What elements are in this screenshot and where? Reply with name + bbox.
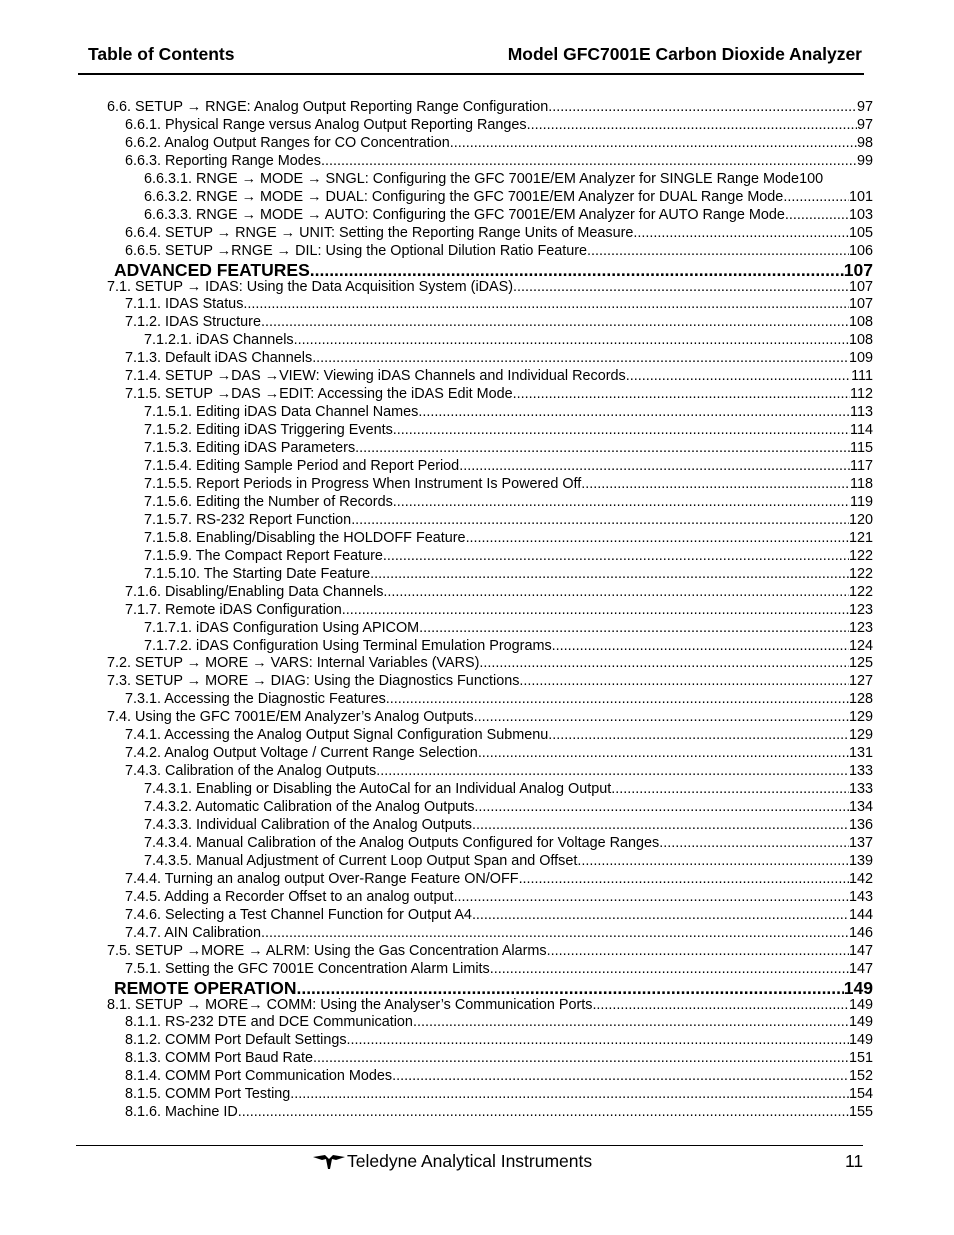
toc-page-number: 118 bbox=[850, 475, 873, 492]
toc-leader bbox=[478, 708, 849, 726]
toc-entry-title: 7.4.4. Turning an analog output Over-Range Feature ON/OFF bbox=[125, 870, 519, 887]
toc-page-number: 133 bbox=[848, 781, 873, 798]
toc-entry[interactable] bbox=[125, 1031, 873, 1049]
toc-entry[interactable] bbox=[144, 331, 873, 349]
toc-entry-title: 7.1.2.1. iDAS Channels bbox=[144, 332, 294, 349]
toc-leader bbox=[261, 924, 849, 942]
footer-company: Teledyne Analytical Instruments bbox=[347, 1151, 593, 1171]
toc-page-number: 154 bbox=[848, 1086, 873, 1103]
toc-entry-title: 7.1.5. SETUP →DAS →EDIT: Accessing the iDAS Edit Mode bbox=[125, 386, 513, 403]
toc-page-number: 106 bbox=[848, 242, 873, 259]
toc-entry[interactable] bbox=[144, 637, 873, 655]
toc-leader bbox=[587, 242, 849, 260]
toc-page-number: 122 bbox=[848, 565, 873, 582]
toc-entry[interactable] bbox=[125, 1085, 873, 1103]
toc-page-number: 107 bbox=[843, 260, 873, 281]
page-header bbox=[88, 44, 862, 68]
toc-page-number: 134 bbox=[848, 799, 873, 816]
toc-entry[interactable] bbox=[125, 224, 873, 242]
toc-page-number: 109 bbox=[848, 350, 873, 367]
toc-entry-title: 7.1.7. Remote iDAS Configuration bbox=[125, 601, 342, 618]
toc-page-number: 129 bbox=[848, 709, 873, 726]
toc-entry[interactable] bbox=[125, 295, 873, 313]
toc-leader bbox=[342, 601, 849, 619]
toc-entry-title: 8.1.1. RS-232 DTE and DCE Communication bbox=[125, 1014, 413, 1031]
toc-entry[interactable] bbox=[144, 188, 873, 206]
toc-entry[interactable] bbox=[107, 278, 873, 296]
toc-page-number: 108 bbox=[848, 332, 873, 349]
toc-page-number: 100 bbox=[799, 170, 824, 187]
toc-page-number: 123 bbox=[848, 601, 873, 618]
toc-page-number: 115 bbox=[850, 440, 873, 457]
header-section-title: Table of Contents bbox=[88, 44, 235, 64]
toc-entry[interactable] bbox=[144, 403, 873, 421]
toc-entry-title: 7.4. Using the GFC 7001E/EM Analyzer’s Analog Outputs. bbox=[107, 709, 478, 726]
toc-leader bbox=[355, 439, 850, 457]
toc-entry[interactable] bbox=[144, 475, 873, 493]
toc-entry[interactable] bbox=[125, 134, 873, 152]
toc-entry-title: 7.1.5.2. Editing iDAS Triggering Events bbox=[144, 422, 393, 439]
toc-entry[interactable] bbox=[144, 780, 873, 798]
toc-page-number: 105 bbox=[848, 224, 873, 241]
toc-leader bbox=[783, 188, 849, 206]
toc-leader bbox=[552, 637, 849, 655]
toc-entry-title: REMOTE OPERATION bbox=[114, 978, 297, 999]
toc-page-number: 127 bbox=[848, 673, 873, 690]
toc-leader bbox=[294, 331, 849, 349]
toc-entry-title: 7.4.3. Calibration of the Analog Outputs bbox=[125, 763, 377, 780]
toc-entry[interactable] bbox=[107, 942, 873, 960]
toc-entry-title: 7.1.5.10. The Starting Date Feature bbox=[144, 565, 371, 582]
toc-leader bbox=[519, 870, 849, 888]
page-footer bbox=[0, 1150, 954, 1176]
toc-entry[interactable] bbox=[144, 547, 873, 565]
toc-entry-title: 7.4.3.4. Manual Calibration of the Analog Outputs Configured for Voltage Ranges bbox=[144, 834, 660, 851]
toc-leader bbox=[592, 996, 849, 1014]
toc-entry[interactable] bbox=[107, 98, 873, 116]
toc-page-number: 146 bbox=[848, 924, 873, 941]
toc-leader bbox=[513, 385, 850, 403]
toc-page-number: 107 bbox=[848, 278, 873, 295]
toc-leader bbox=[290, 1085, 849, 1103]
toc-entry[interactable] bbox=[144, 816, 873, 834]
toc-leader bbox=[413, 1013, 849, 1031]
toc-leader bbox=[581, 475, 850, 493]
toc-entry[interactable] bbox=[144, 852, 873, 870]
toc-entry-title: 7.1.1. IDAS Status bbox=[125, 296, 244, 313]
toc-entry-title: 7.1.7.1. iDAS Configuration Using APICOM bbox=[144, 619, 420, 636]
toc-entry-title: 7.1.3. Default iDAS Channels bbox=[125, 350, 313, 367]
toc-leader bbox=[392, 1067, 849, 1085]
toc-leader bbox=[513, 278, 849, 296]
toc-leader bbox=[238, 1103, 849, 1121]
toc-entry-title: 7.3. SETUP → MORE → DIAG: Using the Diagnostics Functions bbox=[107, 673, 520, 690]
toc-page-number: 103 bbox=[848, 206, 873, 223]
toc-page-number: 149 bbox=[848, 1014, 873, 1031]
toc-page-number: 136 bbox=[848, 817, 873, 833]
toc-entry-title: 7.2. SETUP → MORE → VARS: Internal Variables (VARS) bbox=[107, 655, 480, 672]
toc-entry-title: 7.4.3.3. Individual Calibration of the Analog Outputs bbox=[144, 817, 473, 833]
toc-entry-title: 8.1.4. COMM Port Communication Modes bbox=[125, 1068, 393, 1085]
toc-page-number: 120 bbox=[848, 511, 873, 528]
toc-entry-title: 7.1. SETUP → IDAS: Using the Data Acquisition System (iDAS) bbox=[107, 278, 514, 295]
toc-leader bbox=[466, 529, 849, 547]
toc-page-number: 113 bbox=[850, 404, 873, 421]
toc-entry[interactable] bbox=[107, 996, 873, 1014]
toc-entry-title: 7.1.5.8. Enabling/Disabling the HOLDOFF Feature bbox=[144, 529, 466, 546]
toc-page-number: 131 bbox=[848, 745, 873, 762]
toc-entry[interactable] bbox=[125, 888, 873, 906]
toc-entry[interactable] bbox=[125, 583, 873, 601]
toc-entry-title: 7.1.5.3. Editing iDAS Parameters bbox=[144, 440, 356, 457]
toc-entry-title: 7.1.6. Disabling/Enabling Data Channels bbox=[125, 583, 384, 600]
toc-page-number: 142 bbox=[848, 870, 873, 887]
toc-page-number: 149 bbox=[848, 996, 873, 1013]
toc-entry-title: 7.1.7.2. iDAS Configuration Using Terminal Emulation Programs bbox=[144, 637, 552, 654]
toc-leader bbox=[419, 619, 849, 637]
toc-page-number: 99 bbox=[856, 152, 873, 169]
toc-entry-title: 6.6.5. SETUP →RNGE → DIL: Using the Optional Dilution Ratio Feature bbox=[125, 242, 588, 259]
toc-entry[interactable] bbox=[107, 708, 873, 726]
toc-leader bbox=[321, 152, 857, 170]
toc-entry[interactable] bbox=[125, 690, 873, 708]
teledyne-logo-icon bbox=[312, 1153, 346, 1171]
toc-leader bbox=[519, 672, 849, 690]
toc-entry[interactable] bbox=[125, 116, 873, 134]
toc-entry[interactable] bbox=[125, 960, 873, 978]
toc-entry-title: 7.4.2. Analog Output Voltage / Current Range Selection bbox=[125, 745, 478, 762]
toc-entry-title: 6.6.4. SETUP → RNGE → UNIT: Setting the Reporting Range Units of Measure bbox=[125, 224, 634, 241]
toc-entry-title: 7.1.4. SETUP →DAS →VIEW: Viewing iDAS Channels and Individual Records bbox=[125, 368, 626, 385]
toc-page-number: 144 bbox=[848, 906, 873, 923]
toc-page-number: 119 bbox=[850, 493, 873, 510]
toc-leader bbox=[376, 762, 849, 780]
toc-page-number: 151 bbox=[848, 1050, 873, 1067]
toc-entry-title: 7.4.1. Accessing the Analog Output Signal Configuration Submenu bbox=[125, 727, 549, 744]
toc-page-number: 139 bbox=[848, 852, 873, 869]
footer-divider bbox=[76, 1145, 863, 1146]
toc-entry-title: 7.4.6. Selecting a Test Channel Function for Output A4 bbox=[125, 906, 472, 923]
toc-entry-title: 7.3.1. Accessing the Diagnostic Features bbox=[125, 691, 386, 708]
toc-leader bbox=[459, 457, 850, 475]
toc-entry[interactable] bbox=[144, 439, 873, 457]
toc-entry-title: 7.1.5.5. Report Periods in Progress When Instrument Is Powered Off bbox=[144, 475, 582, 492]
toc-leader bbox=[785, 206, 849, 224]
toc-leader bbox=[383, 583, 849, 601]
toc-entry-title: 7.1.2. IDAS Structure bbox=[125, 314, 261, 331]
toc-entry-title: 7.4.5. Adding a Recorder Offset to an analog output bbox=[125, 888, 454, 905]
toc-page-number: 128 bbox=[848, 691, 873, 708]
toc-page-number: 108 bbox=[848, 314, 873, 331]
toc-page-number: 123 bbox=[848, 619, 873, 636]
toc-entry[interactable] bbox=[125, 385, 873, 403]
toc-leader bbox=[454, 888, 849, 906]
toc-entry-title: 6.6.3.3. RNGE → MODE → AUTO: Configuring the GFC 7001E/EM Analyzer for AUTO Range Mode bbox=[144, 206, 785, 223]
toc-entry-title: 6.6.3.2. RNGE → MODE → DUAL: Configuring the GFC 7001E/EM Analyzer for DUAL Range Mode bbox=[144, 188, 784, 205]
footer-page-number: 11 bbox=[845, 1151, 864, 1171]
toc-entry[interactable] bbox=[125, 1103, 873, 1121]
toc-page-number: 117 bbox=[850, 458, 873, 474]
toc-page-number: 122 bbox=[848, 583, 873, 600]
toc-entry-title: 8.1.5. COMM Port Testing bbox=[125, 1086, 291, 1103]
toc-entry[interactable] bbox=[125, 242, 873, 260]
toc-entry[interactable] bbox=[125, 313, 873, 331]
toc-entry-title: 7.1.5.4. Editing Sample Period and Report Period bbox=[144, 458, 460, 474]
toc-entry-title: 7.4.3.1. Enabling or Disabling the AutoCal for an Individual Analog Output bbox=[144, 781, 612, 798]
toc-page-number: 143 bbox=[848, 888, 873, 905]
toc-page-number: 149 bbox=[843, 978, 873, 999]
toc-page-number: 155 bbox=[848, 1104, 873, 1121]
toc-entry[interactable] bbox=[144, 619, 873, 637]
toc-leader bbox=[548, 98, 857, 116]
toc-entry[interactable] bbox=[125, 349, 873, 367]
toc-entry-title: ADVANCED FEATURES bbox=[114, 260, 310, 281]
toc-entry[interactable] bbox=[125, 924, 873, 942]
toc-entry[interactable] bbox=[144, 457, 873, 475]
toc-page-number: 147 bbox=[848, 960, 873, 977]
toc-entry[interactable] bbox=[125, 1049, 873, 1067]
toc-leader bbox=[472, 816, 849, 834]
toc-leader bbox=[547, 942, 849, 960]
toc-leader bbox=[611, 780, 849, 798]
toc-page-number: 122 bbox=[848, 547, 873, 564]
toc-leader bbox=[474, 798, 849, 816]
header-divider bbox=[78, 73, 864, 75]
toc-page-number: 97 bbox=[856, 116, 873, 133]
toc-entry-title: 6.6.1. Physical Range versus Analog Output Reporting Ranges bbox=[125, 116, 527, 133]
toc-entry-title: 6.6.2. Analog Output Ranges for CO Concentration bbox=[125, 134, 450, 151]
toc-page-number: 97 bbox=[856, 99, 873, 115]
toc-leader bbox=[243, 295, 849, 313]
toc-entry-title: 8.1. SETUP → MORE→ COMM: Using the Analyser’s Communication Ports bbox=[107, 996, 593, 1013]
toc-entry[interactable] bbox=[144, 493, 873, 511]
toc-leader bbox=[479, 654, 849, 672]
toc-entry[interactable] bbox=[107, 654, 873, 672]
toc-entry-title: 6.6. SETUP → RNGE: Analog Output Reporting Range Configuration bbox=[107, 99, 549, 115]
toc-page-number: 112 bbox=[850, 386, 873, 403]
toc-entry[interactable] bbox=[125, 601, 873, 619]
toc-entry[interactable] bbox=[144, 206, 873, 224]
toc-leader bbox=[370, 565, 849, 583]
toc-entry[interactable] bbox=[144, 529, 873, 547]
toc-leader bbox=[312, 349, 849, 367]
toc-page-number: 114 bbox=[850, 422, 873, 439]
toc-page-number: 129 bbox=[848, 727, 873, 744]
toc-entry-title: 8.1.3. COMM Port Baud Rate bbox=[125, 1050, 313, 1067]
toc-entry[interactable] bbox=[125, 744, 873, 762]
toc-page-number: 98 bbox=[856, 134, 873, 151]
toc-page-number: 124 bbox=[848, 637, 873, 654]
toc-entry-title: 7.1.5.7. RS-232 Report Function bbox=[144, 511, 352, 528]
toc-entry[interactable] bbox=[125, 870, 873, 888]
toc-leader bbox=[418, 403, 850, 421]
toc-leader bbox=[633, 224, 849, 242]
toc-entry-title: 7.1.5.6. Editing the Number of Records bbox=[144, 493, 393, 510]
toc-entry[interactable] bbox=[125, 726, 873, 744]
toc-page-number: 152 bbox=[848, 1068, 873, 1085]
toc-page-number: 111 bbox=[851, 368, 873, 385]
toc-leader bbox=[626, 367, 851, 385]
toc-leader bbox=[351, 511, 849, 529]
toc-entry-title: 6.6.3. Reporting Range Modes bbox=[125, 152, 321, 169]
header-document-title: Model GFC7001E Carbon Dioxide Analyzer bbox=[507, 44, 862, 64]
toc-leader bbox=[383, 547, 849, 565]
toc-page-number: 149 bbox=[848, 1032, 873, 1049]
toc-entry-title: 7.1.5.1. Editing iDAS Data Channel Names bbox=[144, 404, 419, 421]
toc-entry-title: 7.5.1. Setting the GFC 7001E Concentration Alarm Limits bbox=[125, 960, 490, 977]
toc-page-number: 147 bbox=[848, 942, 873, 959]
toc-entry[interactable] bbox=[125, 1013, 873, 1031]
toc-entry[interactable] bbox=[125, 762, 873, 780]
toc-entry[interactable] bbox=[107, 672, 873, 690]
toc-page-number: 101 bbox=[848, 188, 873, 205]
toc-page-number: 133 bbox=[848, 763, 873, 780]
toc-leader bbox=[659, 834, 849, 852]
toc-leader bbox=[313, 1049, 849, 1067]
toc-leader bbox=[548, 726, 849, 744]
toc-entry-title: 7.4.7. AIN Calibration bbox=[125, 924, 261, 941]
toc-entry[interactable] bbox=[144, 421, 873, 439]
toc-page-number: 107 bbox=[848, 296, 873, 313]
toc-entry[interactable] bbox=[144, 798, 873, 816]
toc-leader bbox=[450, 134, 857, 152]
toc-leader bbox=[527, 116, 857, 134]
toc-entry[interactable] bbox=[144, 511, 873, 529]
toc-entry-title: 7.1.5.9. The Compact Report Feature bbox=[144, 547, 383, 564]
toc-leader bbox=[490, 960, 849, 978]
toc-leader bbox=[393, 493, 850, 511]
toc-leader bbox=[472, 906, 849, 924]
toc-entry[interactable] bbox=[125, 906, 873, 924]
toc-page-number: 121 bbox=[848, 529, 873, 546]
toc-leader bbox=[261, 313, 849, 331]
toc-entry[interactable] bbox=[144, 834, 873, 852]
toc-entry-title: 6.6.3.1. RNGE → MODE → SNGL: Configuring the GFC 7001E/EM Analyzer for SINGLE Range Mode bbox=[144, 170, 800, 187]
toc-entry[interactable] bbox=[144, 170, 880, 188]
toc-entry[interactable] bbox=[125, 1067, 873, 1085]
toc-leader bbox=[577, 852, 849, 870]
toc-page-number: 137 bbox=[848, 834, 873, 851]
toc-leader bbox=[393, 421, 850, 439]
toc-entry[interactable] bbox=[125, 367, 873, 385]
toc-entry-title: 7.5. SETUP →MORE → ALRM: Using the Gas Concentration Alarms bbox=[107, 942, 547, 959]
toc-leader bbox=[351, 1031, 849, 1049]
toc-entry-title: 7.4.3.5. Manual Adjustment of Current Loop Output Span and Offset bbox=[144, 852, 578, 869]
toc-entry[interactable] bbox=[125, 152, 873, 170]
toc-page-number: 125 bbox=[848, 655, 873, 672]
toc-entry-title: 7.4.3.2. Automatic Calibration of the Analog Outputs bbox=[144, 799, 475, 816]
toc-entry-title: 8.1.2. COMM Port Default Settings. bbox=[125, 1032, 351, 1049]
toc-leader bbox=[386, 690, 849, 708]
toc-entry-title: 8.1.6. Machine ID bbox=[125, 1104, 238, 1121]
toc-entry[interactable] bbox=[144, 565, 873, 583]
toc-leader bbox=[478, 744, 849, 762]
